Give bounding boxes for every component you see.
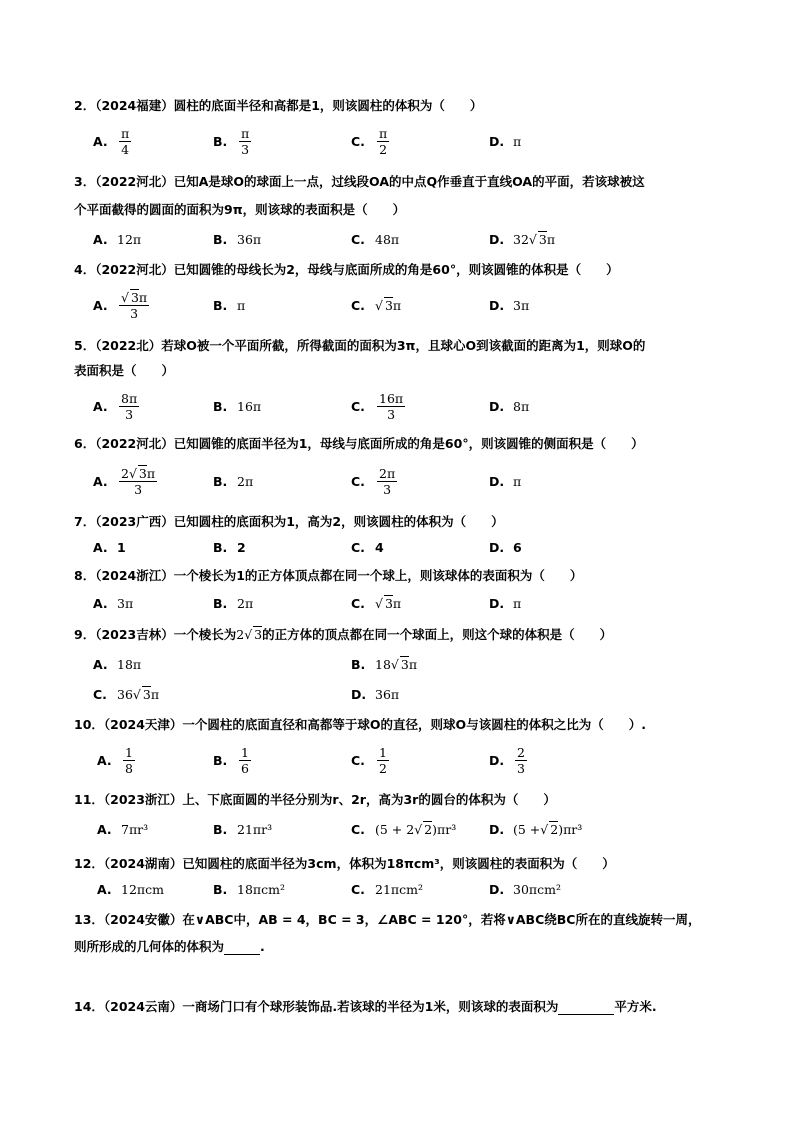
q12-option-d[interactable]: D. 30πcm² xyxy=(489,881,561,897)
q6-option-c[interactable]: C. $\frac{2\pi}{3}$ xyxy=(351,465,396,497)
q8-option-b[interactable]: B. 2π xyxy=(213,595,254,611)
q6-option-a[interactable]: A. $\frac{2√ 3\pi}{3}$ xyxy=(93,465,156,497)
q11-option-c[interactable]: C. (5 + 2 √ 2 )πr³ xyxy=(351,821,457,837)
q5-option-c[interactable]: C. $\frac{16\pi}{3}$ xyxy=(351,390,404,422)
q7-option-a[interactable]: A. 1 xyxy=(93,539,126,555)
question-7-stem: 7．（2023广西）已知圆柱的底面积为1，高为2，则该圆柱的体积为（ ） xyxy=(74,514,504,529)
question-5-stem-line2: 表面积是（ ） xyxy=(74,363,175,378)
q11-option-b[interactable]: B. 21πr³ xyxy=(213,821,273,837)
question-14-stem: 14．（2024云南）一商场门口有个球形装饰品.若该球的半径为1米，则该球的表面积为 平方米. xyxy=(74,999,657,1014)
q4-option-a[interactable]: A. $\frac{√ 3\pi}{3}$ xyxy=(93,289,148,321)
q5-option-a[interactable]: A. $\frac{8\pi}{3}$ xyxy=(93,390,138,422)
q2-option-c[interactable]: C. $\frac{\pi}{2}$ xyxy=(351,125,388,157)
q2-option-b[interactable]: B. $\frac{\pi}{3}$ xyxy=(213,125,250,157)
q6-option-b[interactable]: B. 2π xyxy=(213,473,254,489)
q7-option-d[interactable]: D. 6 xyxy=(489,539,522,555)
question-5-stem-line1: 5．（2022北）若球O被一个平面所截，所得截面的面积为3π，且球心O到该截面的距离为1，则球O的 xyxy=(74,338,646,353)
q3-option-b[interactable]: B. 36π xyxy=(213,231,262,247)
question-3-stem-line1: 3．（2022河北）已知A是球O的球面上一点，过线段OA的中点Q作垂直于直线OA的平面，若该球被这 xyxy=(74,174,645,189)
question-8-stem: 8．（2024浙江）一个棱长为1的正方体顶点都在同一个球上，则该球体的表面积为（ ） xyxy=(74,568,583,583)
question-13-stem-line1: 13．（2024安徽）在∨ABC中，AB = 4，BC = 3，∠ABC = 120°，若将∨ABC绕BC所在的直线旋转一周， xyxy=(74,912,701,927)
question-9-stem: 9．（2023吉林）一个棱长为2√ 3的正方体的顶点都在同一个球面上，则这个球的体积是（ ） xyxy=(74,627,613,642)
q10-option-a[interactable]: A. $\frac{1}{8}$ xyxy=(97,744,133,776)
q4-option-b[interactable]: B. π xyxy=(213,297,246,313)
q3-option-d[interactable]: D. 32 √ 3 π xyxy=(489,231,556,247)
q14-answer-blank[interactable] xyxy=(558,999,614,1015)
q11-option-a[interactable]: A. 7πr³ xyxy=(97,821,149,837)
question-6-stem: 6．（2022河北）已知圆锥的底面半径为1，母线与底面所成的角是60°，则该圆锥的侧面积是（ ） xyxy=(74,436,644,451)
question-2-stem: 2．（2024福建）圆柱的底面半径和高都是1，则该圆柱的体积为（ ） xyxy=(74,98,483,113)
q2-option-d[interactable]: D. π xyxy=(489,133,522,149)
q12-option-c[interactable]: C. 21πcm² xyxy=(351,881,423,897)
question-3-stem-line2: 个平面截得的圆面的面积为9π，则该球的表面积是（ ） xyxy=(74,202,406,217)
q12-option-b[interactable]: B. 18πcm² xyxy=(213,881,285,897)
q9-option-d[interactable]: D. 36π xyxy=(351,686,400,702)
question-12-stem: 12．（2024湖南）已知圆柱的底面半径为3cm，体积为18πcm³，则该圆柱的表面积为（ ） xyxy=(74,856,615,871)
q7-option-b[interactable]: B. 2 xyxy=(213,539,246,555)
question-4-stem: 4．（2022河北）已知圆锥的母线长为2，母线与底面所成的角是60°，则该圆锥的体积是（ ） xyxy=(74,262,619,277)
q9-option-a[interactable]: A. 18π xyxy=(93,656,142,672)
q5-option-b[interactable]: B. 16π xyxy=(213,398,262,414)
q12-option-a[interactable]: A. 12πcm xyxy=(97,881,164,897)
q3-option-c[interactable]: C. 48π xyxy=(351,231,400,247)
q8-option-d[interactable]: D. π xyxy=(489,595,522,611)
question-13-stem-line2: 则所形成的几何体的体积为 . xyxy=(74,939,265,954)
q13-answer-blank[interactable] xyxy=(224,939,260,955)
q8-option-c[interactable]: C. √ 3 π xyxy=(351,595,402,611)
q7-option-c[interactable]: C. 4 xyxy=(351,539,384,555)
q4-option-d[interactable]: D. 3π xyxy=(489,297,530,313)
q9-option-c[interactable]: C. 36 √ 3 π xyxy=(93,686,160,702)
question-10-stem: 10．（2024天津）一个圆柱的底面直径和高都等于球O的直径，则球O与该圆柱的体积之比为（ ）. xyxy=(74,717,646,732)
q10-option-d[interactable]: D. $\frac{2}{3}$ xyxy=(489,744,525,776)
q2-option-a[interactable]: A. $\frac{\pi}{4}$ xyxy=(93,125,130,157)
q8-option-a[interactable]: A. 3π xyxy=(93,595,134,611)
q9-option-b[interactable]: B. 18 √ 3 π xyxy=(351,656,418,672)
q3-option-a[interactable]: A. 12π xyxy=(93,231,142,247)
q11-option-d[interactable]: D. (5 + √ 2 )πr³ xyxy=(489,821,583,837)
q5-option-d[interactable]: D. 8π xyxy=(489,398,530,414)
question-11-stem: 11．（2023浙江）上、下底面圆的半径分别为r、2r，高为3r的圆台的体积为（ ） xyxy=(74,792,556,807)
q4-option-c[interactable]: C. √ 3 π xyxy=(351,297,402,313)
q10-option-b[interactable]: B. $\frac{1}{6}$ xyxy=(213,744,249,776)
q6-option-d[interactable]: D. π xyxy=(489,473,522,489)
q10-option-c[interactable]: C. $\frac{1}{2}$ xyxy=(351,744,387,776)
